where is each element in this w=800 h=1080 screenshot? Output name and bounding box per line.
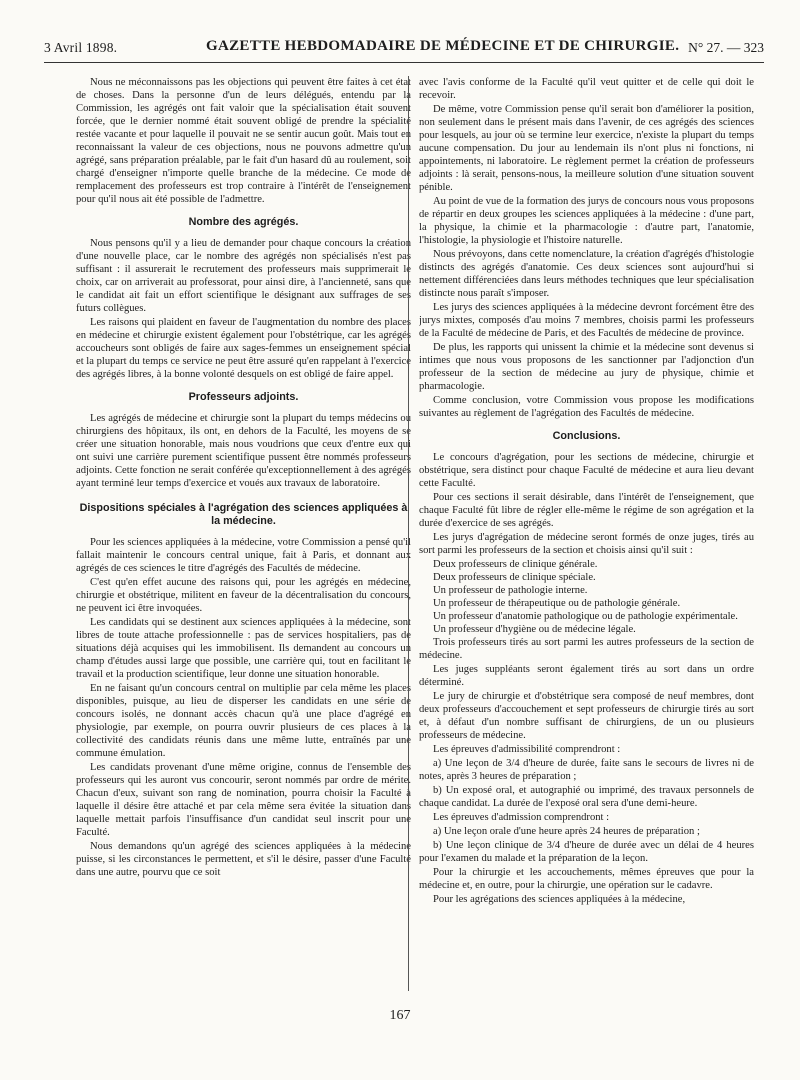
paragraph: Les agrégés de médecine et chirurgie sont la plupart du temps médecins ou chirurgiens des hôpitaux, ils ont, en dehors de la Faculté, les moyens de se créer une situation honorable, mais nous voudrions que ceux d'entre eux qui ont suivi une carrière purement scientifique pussent être nommés professeurs adjoints. Cette fonction ne serait conférée qu'exceptionnellement à des agrégés ayant terminé leur temps d'exercice et voués aux travaux de laboratoire.: [76, 413, 411, 489]
paragraph: De même, votre Commission pense qu'il serait bon d'améliorer la position, non seulement dans le présent mais dans l'avenir, de ces agrégés des sciences pour lesquels, au jour où se termine leur exercice, n'existe la plupart du temps aucune compensation. Du jour au lendemain ils n'ont plus ni fonctions, ni appointements, ni laboratoire. Le règlement permet la création de professeurs adjoints : là serait, pensons-nous, la meilleure solution d'une situation souvent pénible.: [419, 104, 754, 193]
jury-list-item: Deux professeurs de clinique générale.: [433, 559, 598, 570]
paragraph: Les candidats qui se destinent aux sciences appliquées à la médecine, sont libres de toute attache professionnelle : pas de services hospitaliers, pas de situations déjà acquises qui les immobilisent. Ils demandent au concours un champ d'études aussi large que possible, une carrière qui, tout en facilitant le travail et la production scientifique, leur donne une situation honorable.: [76, 617, 411, 680]
paragraph: De plus, les rapports qui unissent la chimie et la médecine sont devenus si intimes que nous vous proposons de les sanctionner par l'adjonction d'un professeur de la section de médecine au jury de physique, chimie et pharmacologie.: [419, 342, 754, 392]
paragraph: b) Un exposé oral, et autographié ou imprimé, des travaux personnels de chaque candidat. La durée de l'exposé oral sera d'une demi-heure.: [419, 785, 754, 809]
left-column: [76, 76, 411, 991]
paragraph: Nous pensons qu'il y a lieu de demander pour chaque concours la création d'une nouvelle place, car le nombre des agrégés non spécialisés n'est pas suffisant : il assurerait le recrutement des professeurs mais supprimerait le choix, car on arriverait au professorat, pour ainsi dire, à l'ancienneté, sans que le candidat ait fait un effort scientifique le désignant aux suffrages de ses futurs collègues.: [76, 238, 411, 314]
paragraph: Les épreuves d'admissibilité comprendront :: [433, 744, 621, 755]
header-date: 3 Avril 1898.: [44, 40, 118, 55]
paragraph: b) Une leçon clinique de 3/4 d'heure de durée avec un délai de 4 heures pour l'examen du malade et la préparation de la leçon.: [419, 840, 754, 864]
section-heading-dispositions-speciales: Dispositions spéciales à l'agrégation des sciences appliquées à la médecine.: [79, 502, 408, 527]
folio-number: 167: [389, 1008, 411, 1023]
paragraph: Les raisons qui plaident en faveur de l'augmentation du nombre des places en médecine et chirurgie existent également pour l'obstétrique, car les agrégés accoucheurs sont obligés de faire aux sages-femmes un enseignement spécial et la plupart du temps ce service ne peut être assuré qu'en rappelant à l'exercice des agrégés libres, à la bonne volonté desquels on est obligé de faire appel.: [76, 317, 411, 380]
jury-list-item: Un professeur de thérapeutique ou de pathologie générale.: [433, 598, 681, 609]
running-header: [44, 38, 764, 60]
paragraph: Au point de vue de la formation des jurys de concours nous vous proposons de répartir en deux groupes les sciences appliquées à la médecine : d'une part, la physique, la chimie et la pharmacologie : d'autre part, l'anatomie, l'histologie, la physiologie et l'histoire naturelle.: [419, 196, 754, 246]
header-page-number: N° 27. — 323: [688, 40, 764, 55]
paragraph: Pour ces sections il serait désirable, dans l'intérêt de l'enseignement, que chaque Faculté fût libre de régler elle-même le régime de son agrégation et la durée d'exercice de ses agrégés.: [419, 492, 754, 529]
paragraph: Pour les sciences appliquées à la médecine, votre Commission a pensé qu'il fallait maintenir le concours central unique, fait à Paris, et donnant aux agrégés de ces sciences le titre d'agrégés des Facultés de médecine.: [76, 537, 411, 574]
right-column: [419, 76, 754, 991]
paragraph: Les épreuves d'admission comprendront :: [433, 812, 610, 823]
paragraph: a) Une leçon de 3/4 d'heure de durée, faite sans le secours de livres ni de notes, après 3 heures de préparation ;: [419, 758, 754, 782]
paragraph: Les jurys des sciences appliquées à la médecine devront forcément être des jurys mixtes, composés d'au moins 7 membres, choisis parmi les professeurs de la Faculté de médecine de Paris, et des Facultés de médecine de province.: [419, 302, 754, 339]
paragraph: Trois professeurs tirés au sort parmi les autres professeurs de la section de médecine.: [419, 637, 754, 661]
paragraph: Nous demandons qu'un agrégé des sciences appliquées à la médecine puisse, si les circonstances le permettent, et s'il le désire, passer d'une Faculté dans une autre, pourvu que ce soit: [76, 841, 411, 878]
section-heading-professeurs-adjoints: Professeurs adjoints.: [188, 391, 299, 403]
paragraph: avec l'avis conforme de la Faculté qu'il veut quitter et de celle qui doit le recevoir.: [419, 77, 754, 101]
paragraph: Pour la chirurgie et les accouchements, mêmes épreuves que pour la médecine et, en outre, pour la chirurgie, une opération sur le cadavre.: [419, 867, 754, 891]
paragraph: Nous prévoyons, dans cette nomenclature, la création d'agrégés d'histologie distincts des agrégés d'anatomie. Ces deux sciences sont aujourd'hui si nettement différenciées dans leurs méthodes techniques que leur spécialisation distincte nous paraît s'imposer.: [419, 249, 754, 299]
header-journal-title: GAZETTE HEBDOMADAIRE DE MÉDECINE ET DE CHIRURGIE.: [206, 38, 680, 54]
paragraph: En ne faisant qu'un concours central on multiplie par cela même les places disponibles, puisque, au lieu de disperser les candidats en une série de concours isolés, ne donnant accès chacun qu'à une place d'agrégé en physiologie, par exemple, on pourra ouvrir plusieurs de ces places à la collectivité des candidats réunis dans une même lutte, entraînés par une commune émulation.: [76, 683, 411, 759]
jury-list-item: Un professeur d'hygiène ou de médecine légale.: [433, 624, 636, 635]
paragraph: Le concours d'agrégation, pour les sections de médecine, chirurgie et obstétrique, sera distinct pour chaque Faculté de médecine et aura lieu devant cette Faculté.: [419, 452, 754, 489]
paragraph: C'est qu'en effet aucune des raisons qui, pour les agrégés en médecine, chirurgie et obstétrique, militent en faveur de la décentralisation du concours, ne peuvent ici être invoquées.: [76, 577, 411, 614]
jury-list-item: Un professeur de pathologie interne.: [433, 585, 588, 596]
jury-list-item: Deux professeurs de clinique spéciale.: [433, 572, 596, 583]
section-heading-nombre-des-agreges: Nombre des agrégés.: [188, 216, 299, 228]
paragraph: Le jury de chirurgie et d'obstétrique sera composé de neuf membres, dont deux professeurs d'accouchement et sept professeurs de chirurgie tirés au sort et, à défaut d'un nombre suffisant de chirurgiens, de un ou plusieurs professeurs de médecine.: [419, 691, 754, 741]
paragraph: Les jurys d'agrégation de médecine seront formés de onze juges, tirés au sort parmi les professeurs de la section et choisis ainsi qu'il suit :: [419, 532, 754, 556]
jury-list-item: Un professeur d'anatomie pathologique ou de pathologie expérimentale.: [433, 611, 738, 622]
paragraph: Nous ne méconnaissons pas les objections qui peuvent être faites à cet état de choses. Dans la personne d'un de leurs délégués, entendu par la Commission, les agrégés ont fait valoir que la spécialisation était souvent forcée, que le dernier nommé était souvent obligé de prendre la spécialité restée vacante et pour laquelle il pouvait ne se sentir aucun goût. Mais tout en reconnaissant la valeur de ces objections, nous ne pouvons admettre qu'un agrégé, sans préparation préalable, par le fait d'un hasard dû au roulement, soit chargé d'enseigner n'importe quelle branche de la médecine. Ce mode de remplacement des professeurs est trop contraire à l'intérêt de l'enseignement pour qu'il nous ait été possible de l'admettre.: [76, 77, 411, 205]
paragraph: Pour les agrégations des sciences appliquées à la médecine,: [433, 894, 686, 905]
paragraph: a) Une leçon orale d'une heure après 24 heures de préparation ;: [433, 826, 700, 837]
section-heading-conclusions: Conclusions.: [552, 430, 621, 442]
column-divider: [408, 76, 409, 991]
header-rule: [44, 62, 764, 63]
paragraph: Les candidats provenant d'une même origine, connus de l'ensemble des professeurs qui les auront vus concourir, seront nommés par ordre de mérite. Chacun d'eux, suivant son rang de nomination, pourra choisir la Faculté à laquelle il désire être attaché et par cela même sera évitée la situation dans laquelle mettait parfois l'insuffisance d'un candidat seul inscrit pour une Faculté.: [76, 762, 411, 838]
paragraph: Les juges suppléants seront également tirés au sort dans un ordre déterminé.: [419, 664, 754, 688]
paragraph: Comme conclusion, votre Commission vous propose les modifications suivantes au règlement de l'agrégation des Facultés de médecine.: [419, 395, 754, 419]
